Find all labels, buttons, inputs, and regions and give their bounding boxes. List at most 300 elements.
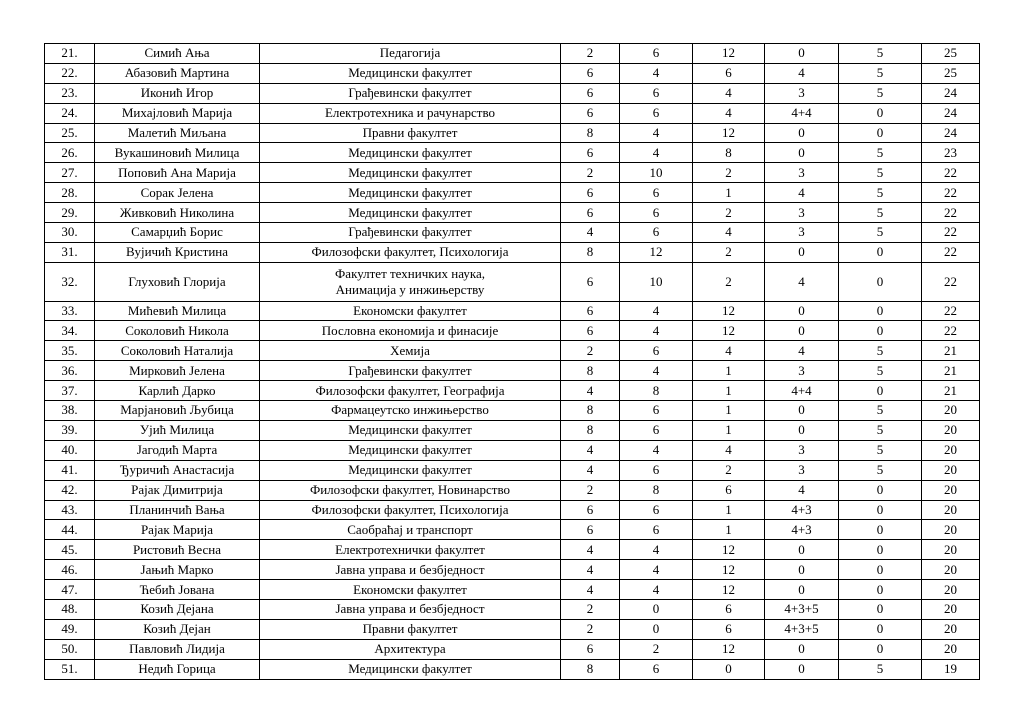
faculty-cell: Педагогија (260, 44, 561, 64)
score-e-cell: 0 (839, 580, 922, 600)
total-cell: 20 (922, 639, 980, 659)
score-b-cell: 4 (620, 361, 693, 381)
faculty-line-1: Факултет техничких наука, (335, 265, 485, 281)
score-c-cell: 12 (693, 321, 765, 341)
ranking-table (44, 43, 980, 680)
score-c-cell: 6 (693, 480, 765, 500)
score-a-cell: 6 (561, 321, 620, 341)
score-b-cell: 6 (620, 183, 693, 203)
score-d-cell: 0 (765, 301, 839, 321)
score-a-cell: 2 (561, 619, 620, 639)
name-cell: Јањић Марко (95, 560, 260, 580)
name-cell: Ујић Милица (95, 420, 260, 440)
score-d-cell: 0 (765, 659, 839, 679)
name-cell: Глуховић Глорија (95, 262, 260, 301)
score-d-cell: 3 (765, 83, 839, 103)
score-a-cell: 6 (561, 639, 620, 659)
table-row (45, 361, 980, 381)
name-cell: Јагодић Марта (95, 440, 260, 460)
faculty-cell: Медицински факултет (260, 460, 561, 480)
total-cell: 20 (922, 540, 980, 560)
table-row (45, 460, 980, 480)
total-cell: 20 (922, 440, 980, 460)
score-a-cell: 6 (561, 143, 620, 163)
score-e-cell: 5 (839, 401, 922, 421)
score-c-cell: 12 (693, 580, 765, 600)
score-b-cell: 10 (620, 262, 693, 301)
table-row (45, 500, 980, 520)
rank-cell: 38. (45, 401, 95, 421)
name-cell: Козић Дејана (95, 599, 260, 619)
score-b-cell: 0 (620, 619, 693, 639)
total-cell: 25 (922, 44, 980, 64)
table-row (45, 262, 980, 301)
faculty-cell: Економски факултет (260, 580, 561, 600)
score-c-cell: 4 (693, 103, 765, 123)
faculty-cell: Јавна управа и безбједност (260, 560, 561, 580)
name-cell: Поповић Ана Марија (95, 163, 260, 183)
score-d-cell: 4+4 (765, 103, 839, 123)
total-cell: 22 (922, 321, 980, 341)
rank-cell: 26. (45, 143, 95, 163)
faculty-cell: Филозофски факултет, Психологија (260, 242, 561, 262)
name-cell: Сорак Јелена (95, 183, 260, 203)
faculty-cell: Медицински факултет (260, 143, 561, 163)
score-e-cell: 0 (839, 262, 922, 301)
score-e-cell: 5 (839, 143, 922, 163)
rank-cell: 42. (45, 480, 95, 500)
faculty-cell: Медицински факултет (260, 183, 561, 203)
score-c-cell: 1 (693, 420, 765, 440)
score-b-cell: 6 (620, 223, 693, 243)
score-e-cell: 0 (839, 480, 922, 500)
total-cell: 20 (922, 560, 980, 580)
score-d-cell: 0 (765, 580, 839, 600)
score-c-cell: 1 (693, 520, 765, 540)
score-e-cell: 0 (839, 500, 922, 520)
score-e-cell: 5 (839, 183, 922, 203)
rank-cell: 29. (45, 203, 95, 223)
name-cell: Вујичић Кристина (95, 242, 260, 262)
score-d-cell: 0 (765, 560, 839, 580)
rank-cell: 40. (45, 440, 95, 460)
faculty-cell: Филозофски факултет, Психологија (260, 500, 561, 520)
total-cell: 20 (922, 580, 980, 600)
score-c-cell: 4 (693, 223, 765, 243)
score-c-cell: 12 (693, 301, 765, 321)
total-cell: 22 (922, 223, 980, 243)
faculty-cell: Фармацеутско инжињерство (260, 401, 561, 421)
rank-cell: 44. (45, 520, 95, 540)
faculty-cell (260, 262, 561, 301)
score-e-cell: 5 (839, 223, 922, 243)
score-a-cell: 2 (561, 341, 620, 361)
score-a-cell: 6 (561, 262, 620, 301)
score-d-cell: 4 (765, 341, 839, 361)
faculty-cell: Грађевински факултет (260, 83, 561, 103)
total-cell: 20 (922, 401, 980, 421)
name-cell: Ђуричић Анастасија (95, 460, 260, 480)
score-d-cell: 0 (765, 242, 839, 262)
score-e-cell: 5 (839, 83, 922, 103)
rank-cell: 27. (45, 163, 95, 183)
rank-cell: 31. (45, 242, 95, 262)
score-e-cell: 0 (839, 381, 922, 401)
score-b-cell: 6 (620, 103, 693, 123)
score-a-cell: 8 (561, 361, 620, 381)
score-d-cell: 0 (765, 420, 839, 440)
total-cell: 24 (922, 123, 980, 143)
rank-cell: 35. (45, 341, 95, 361)
score-c-cell: 1 (693, 401, 765, 421)
rank-cell: 46. (45, 560, 95, 580)
rank-cell: 39. (45, 420, 95, 440)
name-cell: Павловић Лидија (95, 639, 260, 659)
score-a-cell: 4 (561, 381, 620, 401)
score-a-cell: 2 (561, 44, 620, 64)
score-d-cell: 3 (765, 203, 839, 223)
score-b-cell: 6 (620, 83, 693, 103)
score-e-cell: 5 (839, 361, 922, 381)
rank-cell: 30. (45, 223, 95, 243)
score-a-cell: 8 (561, 401, 620, 421)
table-row (45, 341, 980, 361)
score-d-cell: 3 (765, 460, 839, 480)
table-row (45, 560, 980, 580)
name-cell: Иконић Игор (95, 83, 260, 103)
table-row (45, 183, 980, 203)
score-c-cell: 8 (693, 143, 765, 163)
faculty-cell: Саобраћај и транспорт (260, 520, 561, 540)
score-d-cell: 3 (765, 361, 839, 381)
total-cell: 19 (922, 659, 980, 679)
table-row (45, 619, 980, 639)
score-d-cell: 0 (765, 44, 839, 64)
score-a-cell: 6 (561, 203, 620, 223)
total-cell: 20 (922, 420, 980, 440)
rank-cell: 23. (45, 83, 95, 103)
score-c-cell: 2 (693, 262, 765, 301)
rank-cell: 51. (45, 659, 95, 679)
faculty-cell: Правни факултет (260, 123, 561, 143)
table-row (45, 242, 980, 262)
score-b-cell: 4 (620, 540, 693, 560)
score-c-cell: 12 (693, 123, 765, 143)
rank-cell: 37. (45, 381, 95, 401)
faculty-cell: Архитектура (260, 639, 561, 659)
score-b-cell: 2 (620, 639, 693, 659)
name-cell: Малетић Миљана (95, 123, 260, 143)
total-cell: 21 (922, 341, 980, 361)
table-row (45, 420, 980, 440)
score-c-cell: 4 (693, 83, 765, 103)
faculty-cell: Медицински факултет (260, 163, 561, 183)
score-e-cell: 0 (839, 301, 922, 321)
score-e-cell: 5 (839, 440, 922, 460)
score-d-cell: 3 (765, 223, 839, 243)
table-row (45, 83, 980, 103)
name-cell: Козић Дејан (95, 619, 260, 639)
faculty-cell: Медицински факултет (260, 440, 561, 460)
table-row (45, 440, 980, 460)
total-cell: 20 (922, 599, 980, 619)
name-cell: Михајловић Марија (95, 103, 260, 123)
score-d-cell: 3 (765, 163, 839, 183)
score-e-cell: 0 (839, 520, 922, 540)
score-d-cell: 0 (765, 540, 839, 560)
total-cell: 24 (922, 83, 980, 103)
faculty-cell: Медицински факултет (260, 203, 561, 223)
score-e-cell: 0 (839, 321, 922, 341)
score-a-cell: 4 (561, 460, 620, 480)
score-b-cell: 0 (620, 599, 693, 619)
table-row (45, 223, 980, 243)
score-b-cell: 6 (620, 500, 693, 520)
table-row (45, 540, 980, 560)
total-cell: 20 (922, 460, 980, 480)
score-a-cell: 2 (561, 163, 620, 183)
table-row (45, 63, 980, 83)
score-b-cell: 4 (620, 63, 693, 83)
name-cell: Мићевић Милица (95, 301, 260, 321)
table-row (45, 480, 980, 500)
faculty-cell: Грађевински факултет (260, 361, 561, 381)
score-b-cell: 4 (620, 301, 693, 321)
score-e-cell: 0 (839, 242, 922, 262)
score-e-cell: 0 (839, 639, 922, 659)
score-c-cell: 4 (693, 341, 765, 361)
total-cell: 24 (922, 103, 980, 123)
faculty-cell: Економски факултет (260, 301, 561, 321)
score-d-cell: 4 (765, 63, 839, 83)
rank-cell: 41. (45, 460, 95, 480)
score-e-cell: 5 (839, 44, 922, 64)
score-c-cell: 1 (693, 381, 765, 401)
score-a-cell: 4 (561, 440, 620, 460)
score-b-cell: 4 (620, 560, 693, 580)
score-b-cell: 6 (620, 520, 693, 540)
table-row (45, 163, 980, 183)
score-b-cell: 6 (620, 460, 693, 480)
score-c-cell: 12 (693, 639, 765, 659)
score-d-cell: 0 (765, 321, 839, 341)
name-cell: Рајак Марија (95, 520, 260, 540)
total-cell: 20 (922, 520, 980, 540)
score-e-cell: 5 (839, 341, 922, 361)
ranking-table-body (45, 44, 980, 680)
score-a-cell: 6 (561, 103, 620, 123)
score-e-cell: 5 (839, 203, 922, 223)
score-d-cell: 0 (765, 401, 839, 421)
score-b-cell: 6 (620, 420, 693, 440)
table-row (45, 401, 980, 421)
total-cell: 22 (922, 262, 980, 301)
score-d-cell: 4 (765, 480, 839, 500)
table-row (45, 203, 980, 223)
table-row (45, 321, 980, 341)
score-b-cell: 6 (620, 44, 693, 64)
faculty-cell: Хемија (260, 341, 561, 361)
score-d-cell: 4+3+5 (765, 619, 839, 639)
score-c-cell: 12 (693, 560, 765, 580)
score-a-cell: 6 (561, 63, 620, 83)
score-b-cell: 6 (620, 401, 693, 421)
score-a-cell: 4 (561, 223, 620, 243)
score-b-cell: 6 (620, 203, 693, 223)
score-a-cell: 2 (561, 599, 620, 619)
score-b-cell: 8 (620, 381, 693, 401)
score-a-cell: 6 (561, 301, 620, 321)
score-a-cell: 6 (561, 83, 620, 103)
faculty-cell: Електротехнички факултет (260, 540, 561, 560)
table-row (45, 44, 980, 64)
score-b-cell: 8 (620, 480, 693, 500)
score-a-cell: 4 (561, 540, 620, 560)
score-a-cell: 6 (561, 183, 620, 203)
name-cell: Симић Ања (95, 44, 260, 64)
rank-cell: 32. (45, 262, 95, 301)
score-e-cell: 5 (839, 63, 922, 83)
table-row (45, 301, 980, 321)
rank-cell: 25. (45, 123, 95, 143)
rank-cell: 47. (45, 580, 95, 600)
score-b-cell: 4 (620, 143, 693, 163)
faculty-cell: Филозофски факултет, Новинарство (260, 480, 561, 500)
faculty-cell: Правни факултет (260, 619, 561, 639)
total-cell: 20 (922, 480, 980, 500)
faculty-cell: Пословна економија и финасије (260, 321, 561, 341)
score-e-cell: 0 (839, 123, 922, 143)
score-c-cell: 6 (693, 63, 765, 83)
score-d-cell: 0 (765, 639, 839, 659)
name-cell: Соколовић Никола (95, 321, 260, 341)
name-cell: Живковић Николина (95, 203, 260, 223)
name-cell: Ристовић Весна (95, 540, 260, 560)
name-cell: Соколовић Наталија (95, 341, 260, 361)
score-a-cell: 8 (561, 659, 620, 679)
score-d-cell: 3 (765, 440, 839, 460)
score-e-cell: 0 (839, 560, 922, 580)
faculty-cell: Медицински факултет (260, 63, 561, 83)
score-b-cell: 6 (620, 341, 693, 361)
score-d-cell: 4 (765, 262, 839, 301)
total-cell: 21 (922, 361, 980, 381)
name-cell: Карлић Дарко (95, 381, 260, 401)
total-cell: 22 (922, 183, 980, 203)
name-cell: Самарџић Борис (95, 223, 260, 243)
score-c-cell: 2 (693, 203, 765, 223)
score-b-cell: 12 (620, 242, 693, 262)
table-row (45, 381, 980, 401)
total-cell: 22 (922, 242, 980, 262)
rank-cell: 45. (45, 540, 95, 560)
name-cell: Рајак Димитрија (95, 480, 260, 500)
total-cell: 22 (922, 301, 980, 321)
score-e-cell: 5 (839, 460, 922, 480)
table-row (45, 103, 980, 123)
score-a-cell: 8 (561, 420, 620, 440)
score-c-cell: 2 (693, 460, 765, 480)
score-e-cell: 0 (839, 540, 922, 560)
rank-cell: 34. (45, 321, 95, 341)
score-b-cell: 4 (620, 440, 693, 460)
total-cell: 21 (922, 381, 980, 401)
total-cell: 22 (922, 203, 980, 223)
name-cell: Марјановић Љубица (95, 401, 260, 421)
name-cell: Недић Горица (95, 659, 260, 679)
rank-cell: 49. (45, 619, 95, 639)
score-d-cell: 4+3+5 (765, 599, 839, 619)
score-c-cell: 1 (693, 361, 765, 381)
score-b-cell: 10 (620, 163, 693, 183)
rank-cell: 33. (45, 301, 95, 321)
score-e-cell: 0 (839, 619, 922, 639)
score-a-cell: 6 (561, 520, 620, 540)
name-cell: Вукашиновић Милица (95, 143, 260, 163)
score-d-cell: 0 (765, 143, 839, 163)
score-c-cell: 1 (693, 183, 765, 203)
total-cell: 20 (922, 500, 980, 520)
rank-cell: 43. (45, 500, 95, 520)
name-cell: Мирковић Јелена (95, 361, 260, 381)
name-cell: Ћебић Јована (95, 580, 260, 600)
score-c-cell: 1 (693, 500, 765, 520)
name-cell: Планинчић Вања (95, 500, 260, 520)
faculty-line-2: Анимација у инжињерству (335, 281, 485, 297)
score-b-cell: 6 (620, 659, 693, 679)
score-c-cell: 12 (693, 44, 765, 64)
score-d-cell: 4 (765, 183, 839, 203)
score-a-cell: 4 (561, 580, 620, 600)
total-cell: 22 (922, 163, 980, 183)
table-row (45, 123, 980, 143)
table-row (45, 143, 980, 163)
total-cell: 23 (922, 143, 980, 163)
score-c-cell: 0 (693, 659, 765, 679)
score-c-cell: 12 (693, 540, 765, 560)
score-a-cell: 6 (561, 500, 620, 520)
score-c-cell: 6 (693, 599, 765, 619)
faculty-cell: Филозофски факултет, Географија (260, 381, 561, 401)
score-d-cell: 0 (765, 123, 839, 143)
score-d-cell: 4+3 (765, 520, 839, 540)
faculty-cell: Јавна управа и безбједност (260, 599, 561, 619)
total-cell: 25 (922, 63, 980, 83)
score-a-cell: 2 (561, 480, 620, 500)
rank-cell: 36. (45, 361, 95, 381)
rank-cell: 28. (45, 183, 95, 203)
score-b-cell: 4 (620, 580, 693, 600)
score-d-cell: 4+3 (765, 500, 839, 520)
faculty-cell: Медицински факултет (260, 420, 561, 440)
rank-cell: 21. (45, 44, 95, 64)
score-e-cell: 5 (839, 659, 922, 679)
faculty-cell: Електротехника и рачунарство (260, 103, 561, 123)
table-row (45, 599, 980, 619)
score-c-cell: 4 (693, 440, 765, 460)
rank-cell: 22. (45, 63, 95, 83)
table-row (45, 520, 980, 540)
table-row (45, 639, 980, 659)
faculty-cell: Медицински факултет (260, 659, 561, 679)
rank-cell: 50. (45, 639, 95, 659)
total-cell: 20 (922, 619, 980, 639)
name-cell: Абазовић Мартина (95, 63, 260, 83)
rank-cell: 24. (45, 103, 95, 123)
score-c-cell: 2 (693, 242, 765, 262)
score-a-cell: 4 (561, 560, 620, 580)
score-b-cell: 4 (620, 321, 693, 341)
